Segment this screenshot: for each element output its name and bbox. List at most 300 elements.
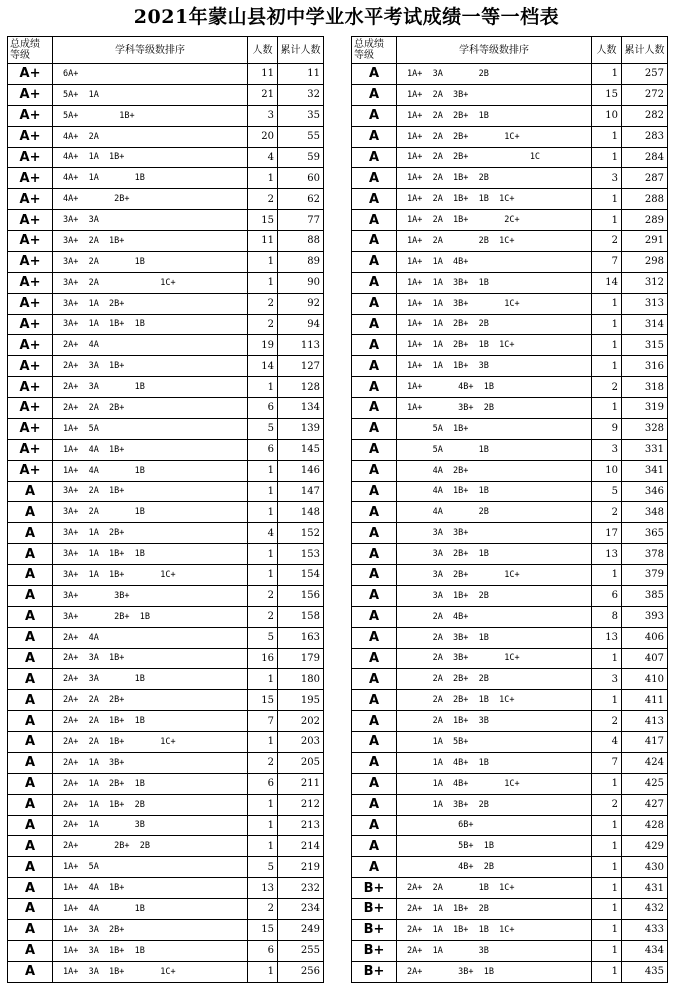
cumulative-cell: 219 <box>278 857 324 878</box>
count-cell: 1 <box>248 794 278 815</box>
count-cell: 2 <box>592 711 622 732</box>
count-cell: 21 <box>248 84 278 105</box>
grade-cell: A <box>352 794 397 815</box>
cumulative-cell: 431 <box>622 878 668 899</box>
sequence-cell: 1A+ 4A 1B <box>53 899 248 920</box>
count-cell: 13 <box>592 544 622 565</box>
cumulative-cell: 316 <box>622 356 668 377</box>
cumulative-cell: 284 <box>622 147 668 168</box>
sequence-cell: 1A+ 5A <box>53 418 248 439</box>
sequence-cell: 5A 1B+ <box>397 418 592 439</box>
count-cell: 1 <box>592 189 622 210</box>
sequence-cell: 2A+ 3A 1B+ <box>53 356 248 377</box>
sequence-cell: 1A+ 4A 1B+ <box>53 878 248 899</box>
sequence-cell: 2A+ 2B+ 2B <box>53 836 248 857</box>
grade-cell: A <box>8 857 53 878</box>
grade-cell: A <box>8 690 53 711</box>
cumulative-cell: 55 <box>278 126 324 147</box>
count-cell: 1 <box>248 481 278 502</box>
sequence-cell: 2A+ 3A 1B <box>53 669 248 690</box>
sequence-cell: 3A+ 3A <box>53 210 248 231</box>
table-row <box>8 418 324 439</box>
sequence-cell: 3A+ 1A 1B+ 1B <box>53 314 248 335</box>
sequence-cell: 6A+ <box>53 64 248 85</box>
table-row <box>8 627 324 648</box>
cumulative-cell: 282 <box>622 105 668 126</box>
table-row <box>8 231 324 252</box>
cumulative-cell: 313 <box>622 293 668 314</box>
table-row <box>352 335 668 356</box>
cumulative-cell: 410 <box>622 669 668 690</box>
count-cell: 1 <box>592 773 622 794</box>
table-row <box>8 272 324 293</box>
header-sequence: 学科等级数排序 <box>53 37 248 64</box>
count-cell: 8 <box>592 606 622 627</box>
sequence-cell: 1A+ 1A 3B+ 1C+ <box>397 293 592 314</box>
cumulative-cell: 146 <box>278 460 324 481</box>
table-row <box>8 84 324 105</box>
table-row <box>8 335 324 356</box>
table-row <box>8 64 324 85</box>
count-cell: 15 <box>248 919 278 940</box>
sequence-cell: 1A+ 5A <box>53 857 248 878</box>
page-title: 2021年蒙山县初中学业水平考试成绩一等一档表 <box>133 6 560 28</box>
cumulative-cell: 148 <box>278 502 324 523</box>
cumulative-cell: 348 <box>622 502 668 523</box>
sequence-cell: 2A 1B+ 3B <box>397 711 592 732</box>
count-cell: 2 <box>592 231 622 252</box>
table-row <box>352 752 668 773</box>
table-row <box>8 502 324 523</box>
count-cell: 1 <box>592 356 622 377</box>
sequence-cell: 1A+ 3A 1B+ 1B <box>53 940 248 961</box>
grade-cell: A <box>8 815 53 836</box>
sequence-cell: 1A+ 2A 1B+ 2B <box>397 168 592 189</box>
cumulative-cell: 411 <box>622 690 668 711</box>
cumulative-cell: 179 <box>278 648 324 669</box>
table-row <box>8 732 324 753</box>
grade-cell: A+ <box>8 210 53 231</box>
sequence-cell: 3A+ 2A 1B <box>53 251 248 272</box>
cumulative-cell: 90 <box>278 272 324 293</box>
sequence-cell: 1A+ 4B+ 1B <box>397 377 592 398</box>
header-grade <box>352 37 397 64</box>
grade-cell: A <box>352 398 397 419</box>
grade-cell: A <box>352 168 397 189</box>
grade-cell: A <box>352 481 397 502</box>
count-cell: 7 <box>592 752 622 773</box>
count-cell: 4 <box>248 147 278 168</box>
header-grade-line2: 等级 <box>354 50 374 61</box>
grade-cell: A+ <box>8 126 53 147</box>
count-cell: 16 <box>248 648 278 669</box>
sequence-cell: 2A+ 3A 1B+ <box>53 648 248 669</box>
cumulative-cell: 433 <box>622 919 668 940</box>
grade-cell: A <box>8 565 53 586</box>
count-cell: 2 <box>248 752 278 773</box>
count-cell: 1 <box>592 126 622 147</box>
sequence-cell: 3A+ 2A 1C+ <box>53 272 248 293</box>
table-row <box>352 251 668 272</box>
cumulative-cell: 319 <box>622 398 668 419</box>
table-row <box>8 919 324 940</box>
grade-cell: A <box>8 481 53 502</box>
count-cell: 1 <box>592 565 622 586</box>
count-cell: 2 <box>248 314 278 335</box>
count-cell: 6 <box>248 439 278 460</box>
count-cell: 7 <box>592 251 622 272</box>
sequence-cell: 1A+ 4A 1B <box>53 460 248 481</box>
count-cell: 1 <box>592 210 622 231</box>
cumulative-cell: 406 <box>622 627 668 648</box>
grade-cell: A <box>352 773 397 794</box>
count-cell: 1 <box>248 961 278 982</box>
sequence-cell: 3A+ 1A 1B+ 1C+ <box>53 565 248 586</box>
count-cell: 5 <box>592 481 622 502</box>
cumulative-cell: 291 <box>622 231 668 252</box>
count-cell: 1 <box>248 272 278 293</box>
cumulative-cell: 341 <box>622 460 668 481</box>
sequence-cell: 3A+ 2B+ 1B <box>53 606 248 627</box>
sequence-cell: 2A+ 1A 3B <box>53 815 248 836</box>
cumulative-cell: 379 <box>622 565 668 586</box>
count-cell: 1 <box>592 836 622 857</box>
cumulative-cell: 214 <box>278 836 324 857</box>
table-row <box>8 314 324 335</box>
cumulative-cell: 331 <box>622 439 668 460</box>
count-cell: 1 <box>248 565 278 586</box>
cumulative-cell: 60 <box>278 168 324 189</box>
table-row <box>8 857 324 878</box>
cumulative-cell: 139 <box>278 418 324 439</box>
cumulative-cell: 318 <box>622 377 668 398</box>
cumulative-cell: 153 <box>278 544 324 565</box>
grade-cell: A <box>352 293 397 314</box>
table-row <box>352 711 668 732</box>
grade-cell: A <box>352 272 397 293</box>
grade-cell: A <box>8 606 53 627</box>
table-row <box>352 961 668 982</box>
count-cell: 3 <box>592 439 622 460</box>
table-row <box>8 460 324 481</box>
table-row <box>8 899 324 920</box>
sequence-cell: 2A+ 1A 3B <box>397 940 592 961</box>
cumulative-cell: 272 <box>622 84 668 105</box>
sequence-cell: 4A 1B+ 1B <box>397 481 592 502</box>
table-row <box>352 481 668 502</box>
cumulative-cell: 283 <box>622 126 668 147</box>
grade-cell: A+ <box>8 272 53 293</box>
grade-cell: A <box>352 460 397 481</box>
grade-cell: A+ <box>8 105 53 126</box>
cumulative-cell: 257 <box>622 64 668 85</box>
sequence-cell: 2A 4B+ <box>397 606 592 627</box>
grade-cell: A <box>352 690 397 711</box>
table-header-row <box>352 37 668 64</box>
grade-cell: A <box>352 439 397 460</box>
table-row <box>352 836 668 857</box>
table-row <box>352 627 668 648</box>
count-cell: 1 <box>592 335 622 356</box>
count-cell: 15 <box>248 690 278 711</box>
grade-cell: A <box>352 523 397 544</box>
sequence-cell: 1A+ 1A 2B+ 1B 1C+ <box>397 335 592 356</box>
grade-cell: B+ <box>352 878 397 899</box>
cumulative-cell: 432 <box>622 899 668 920</box>
sequence-cell: 2A+ 4A <box>53 335 248 356</box>
cumulative-cell: 77 <box>278 210 324 231</box>
grade-cell: A <box>8 752 53 773</box>
count-cell: 6 <box>592 585 622 606</box>
count-cell: 2 <box>248 293 278 314</box>
grade-cell: A <box>352 377 397 398</box>
cumulative-cell: 429 <box>622 836 668 857</box>
cumulative-cell: 328 <box>622 418 668 439</box>
count-cell: 1 <box>592 314 622 335</box>
table-row <box>352 523 668 544</box>
sequence-cell: 1A+ 3A 2B <box>397 64 592 85</box>
cumulative-cell: 32 <box>278 84 324 105</box>
table-row <box>8 773 324 794</box>
count-cell: 1 <box>248 836 278 857</box>
table-row <box>8 105 324 126</box>
cumulative-cell: 435 <box>622 961 668 982</box>
sequence-cell: 3A+ 2A 1B <box>53 502 248 523</box>
count-cell: 1 <box>248 460 278 481</box>
grade-cell: A <box>352 857 397 878</box>
table-row <box>8 377 324 398</box>
table-row <box>352 899 668 920</box>
count-cell: 1 <box>592 940 622 961</box>
grade-cell: B+ <box>352 940 397 961</box>
sequence-cell: 3A+ 1A 1B+ 1B <box>53 544 248 565</box>
sequence-cell: 4A 2B <box>397 502 592 523</box>
grade-cell: A <box>8 585 53 606</box>
cumulative-cell: 152 <box>278 523 324 544</box>
count-cell: 2 <box>248 189 278 210</box>
cumulative-cell: 88 <box>278 231 324 252</box>
count-cell: 2 <box>592 502 622 523</box>
count-cell: 1 <box>248 669 278 690</box>
count-cell: 17 <box>592 523 622 544</box>
table-row <box>352 105 668 126</box>
grade-cell: A <box>8 544 53 565</box>
table-row <box>8 836 324 857</box>
sequence-cell: 2A+ 2A 1B+ 1C+ <box>53 732 248 753</box>
sequence-cell: 5A+ 1A <box>53 84 248 105</box>
header-cumulative: 累计人数 <box>278 37 324 64</box>
grade-cell: A <box>8 669 53 690</box>
count-cell: 1 <box>248 544 278 565</box>
count-cell: 2 <box>248 585 278 606</box>
cumulative-cell: 59 <box>278 147 324 168</box>
count-cell: 3 <box>248 105 278 126</box>
sequence-cell: 3A+ 3B+ <box>53 585 248 606</box>
table-row <box>352 565 668 586</box>
grade-cell: A <box>352 752 397 773</box>
grade-cell: A <box>352 210 397 231</box>
table-header-row <box>8 37 324 64</box>
count-cell: 6 <box>248 398 278 419</box>
grade-cell: A <box>8 523 53 544</box>
table-row <box>8 878 324 899</box>
cumulative-cell: 212 <box>278 794 324 815</box>
table-row <box>352 84 668 105</box>
cumulative-cell: 378 <box>622 544 668 565</box>
count-cell: 1 <box>592 919 622 940</box>
table-row <box>8 251 324 272</box>
grade-cell: A <box>352 648 397 669</box>
count-cell: 13 <box>248 878 278 899</box>
grade-cell: A <box>352 565 397 586</box>
count-cell: 2 <box>248 606 278 627</box>
table-row <box>8 961 324 982</box>
sequence-cell: 1A+ 1A 2B+ 2B <box>397 314 592 335</box>
grade-cell: A+ <box>8 418 53 439</box>
grade-cell: A <box>8 836 53 857</box>
sequence-cell: 3A 2B+ 1C+ <box>397 565 592 586</box>
sequence-cell: 1A+ 1A 4B+ <box>397 251 592 272</box>
table-row <box>352 794 668 815</box>
grade-cell: A <box>8 627 53 648</box>
sequence-cell: 2A+ 3A 1B <box>53 377 248 398</box>
sequence-cell: 2A+ 1A 1B+ 2B <box>53 794 248 815</box>
count-cell: 1 <box>592 64 622 85</box>
sequence-cell: 1A+ 2A 1B+ 2C+ <box>397 210 592 231</box>
table-row <box>8 398 324 419</box>
table-row <box>8 210 324 231</box>
grade-cell: A <box>352 585 397 606</box>
table-row <box>352 189 668 210</box>
grade-cell: A <box>352 356 397 377</box>
count-cell: 4 <box>592 732 622 753</box>
cumulative-cell: 89 <box>278 251 324 272</box>
table-row <box>352 147 668 168</box>
grade-cell: A+ <box>8 168 53 189</box>
cumulative-cell: 298 <box>622 251 668 272</box>
sequence-cell: 1A+ 3A 2B+ <box>53 919 248 940</box>
table-row <box>352 669 668 690</box>
cumulative-cell: 211 <box>278 773 324 794</box>
grade-cell: A <box>8 732 53 753</box>
count-cell: 1 <box>248 732 278 753</box>
sequence-cell: 3A+ 2A 1B+ <box>53 481 248 502</box>
table-row <box>8 690 324 711</box>
cumulative-cell: 255 <box>278 940 324 961</box>
grade-cell: A <box>352 732 397 753</box>
grade-cell: A <box>352 314 397 335</box>
table-row <box>352 293 668 314</box>
table-row <box>8 565 324 586</box>
table-row <box>352 585 668 606</box>
table-row <box>8 794 324 815</box>
sequence-cell: 2A+ 4A <box>53 627 248 648</box>
sequence-cell: 2A 2B+ 1B 1C+ <box>397 690 592 711</box>
table-row <box>352 314 668 335</box>
count-cell: 5 <box>248 627 278 648</box>
cumulative-cell: 163 <box>278 627 324 648</box>
table-row <box>352 773 668 794</box>
cumulative-cell: 249 <box>278 919 324 940</box>
sequence-cell: 1A+ 2A 3B+ <box>397 84 592 105</box>
table-row <box>8 669 324 690</box>
count-cell: 14 <box>592 272 622 293</box>
table-row <box>8 523 324 544</box>
grade-cell: A+ <box>8 64 53 85</box>
table-row <box>8 439 324 460</box>
table-row <box>352 732 668 753</box>
count-cell: 1 <box>592 878 622 899</box>
grade-cell: A <box>352 105 397 126</box>
table-row <box>8 752 324 773</box>
cumulative-cell: 413 <box>622 711 668 732</box>
grade-cell: A <box>352 544 397 565</box>
table-row <box>352 356 668 377</box>
grade-cell: A+ <box>8 460 53 481</box>
table-row <box>352 64 668 85</box>
cumulative-cell: 234 <box>278 899 324 920</box>
grade-cell: A <box>8 878 53 899</box>
count-cell: 1 <box>592 398 622 419</box>
sequence-cell: 1A 4B+ 1B <box>397 752 592 773</box>
grade-cell: A <box>352 606 397 627</box>
header-grade <box>8 37 53 64</box>
count-cell: 7 <box>248 711 278 732</box>
table-row <box>352 940 668 961</box>
count-cell: 4 <box>248 523 278 544</box>
grade-cell: A+ <box>8 147 53 168</box>
sequence-cell: 4A+ 2B+ <box>53 189 248 210</box>
sequence-cell: 3A+ 1A 2B+ <box>53 293 248 314</box>
grade-cell: A <box>352 836 397 857</box>
sequence-cell: 2A+ 1A 2B+ 1B <box>53 773 248 794</box>
table-row <box>352 377 668 398</box>
sequence-cell: 3A 1B+ 2B <box>397 585 592 606</box>
grade-cell: A <box>352 711 397 732</box>
cumulative-cell: 205 <box>278 752 324 773</box>
cumulative-cell: 346 <box>622 481 668 502</box>
table-row <box>352 544 668 565</box>
count-cell: 1 <box>592 961 622 982</box>
cumulative-cell: 62 <box>278 189 324 210</box>
sequence-cell: 2A+ 2A 1B+ 1B <box>53 711 248 732</box>
grade-cell: A <box>352 231 397 252</box>
grade-cell: A <box>352 418 397 439</box>
grade-cell: B+ <box>352 899 397 920</box>
sequence-cell: 1A+ 2A 1B+ 1B 1C+ <box>397 189 592 210</box>
cumulative-cell: 314 <box>622 314 668 335</box>
table-row <box>8 293 324 314</box>
count-cell: 5 <box>248 418 278 439</box>
header-grade-line1: 总成绩 <box>354 39 384 50</box>
count-cell: 10 <box>592 105 622 126</box>
count-cell: 2 <box>592 377 622 398</box>
sequence-cell: 5B+ 1B <box>397 836 592 857</box>
sequence-cell: 1A+ 1A 1B+ 3B <box>397 356 592 377</box>
sequence-cell: 5A+ 1B+ <box>53 105 248 126</box>
cumulative-cell: 113 <box>278 335 324 356</box>
table-row <box>8 815 324 836</box>
grade-cell: A <box>8 773 53 794</box>
table-row <box>352 460 668 481</box>
grade-cell: A <box>352 251 397 272</box>
grade-cell: A <box>352 189 397 210</box>
table-row <box>352 439 668 460</box>
grade-cell: A <box>8 940 53 961</box>
sequence-cell: 5A 1B <box>397 439 592 460</box>
count-cell: 11 <box>248 231 278 252</box>
count-cell: 13 <box>592 627 622 648</box>
